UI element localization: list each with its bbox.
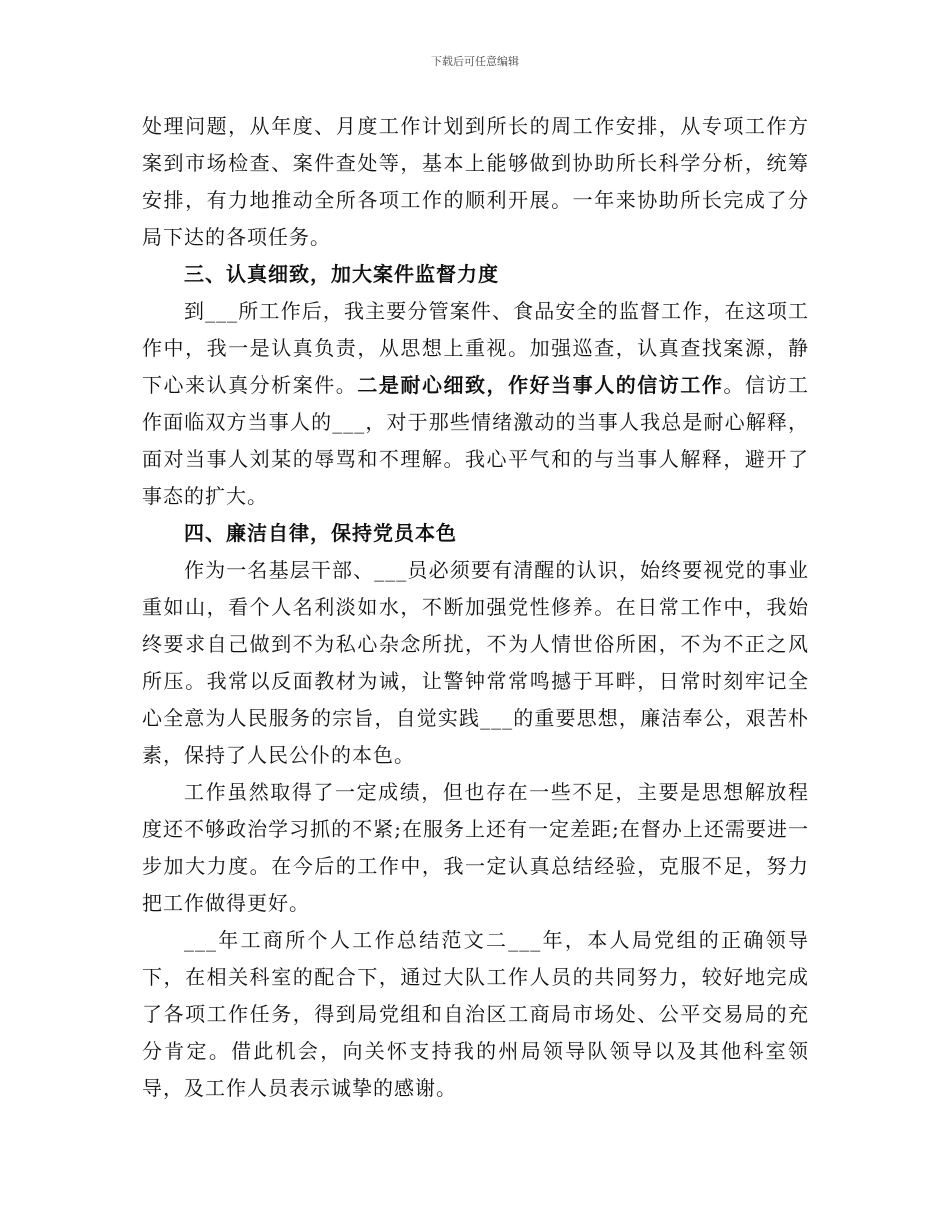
paragraph-integrity: 作为一名基层干部、___员必须要有清醒的认识，始终要视党的事业重如山，看个人名利淡如水，不断加强党性修养。在日常工作中，我始终要求自己做到不为私心杂念所扰，不为人情世俗所困，不为不正之风所压。我常以反面教材为诫，让警钟常常鸣撼于耳畔，日常时刻牢记全心全意为人民服务的宗旨，自觉实践___的重要思想，廉洁奉公，艰苦朴素，保持了人民公仆的本色。 — [142, 558, 809, 767]
page-header: 下载后可任意编辑 — [431, 55, 519, 68]
paragraph-continuation: 处理问题，从年度、月度工作计划到所长的周工作安排，从专项工作方案到市场检查、案件查处等，基本上能够做到协助所长科学分析，统筹安排，有力地推动全所各项工作的顺利开展。一年来协助所长完成了分局下达的各项任务。 — [142, 114, 809, 249]
document-body — [142, 108, 809, 1107]
section-heading-3: 三、认真细致，加大案件监督力度 — [184, 262, 499, 286]
paragraph-shortcomings: 工作虽然取得了一定成绩，但也存在一些不足，主要是思想解放程度还不够政治学习抓的不紧;在服务上还有一定差距;在督办上还需要进一步加大力度。在今后的工作中，我一定认真总结经验，克服不足，努力把工作做得更好。 — [142, 780, 809, 915]
paragraph-case-supervision — [142, 293, 809, 515]
paragraph-text: 。信访工作面临双方当事人的___，对于那些情绪激动的当事人我总是耐心解释，面对当事人刘某的辱骂和不理解。我心平气和的与当事人解释，避开了事态的扩大。 — [142, 373, 810, 508]
section-heading-4: 四、廉洁自律，保持党员本色 — [184, 521, 457, 545]
bold-emphasis: 二是耐心细致，作好当事人的信访工作 — [357, 373, 724, 397]
paragraph-text: 到___所工作后，我主要分管案件、食品安全的监督工作，在这项工作中，我一是认真负责，从思想上重视。加强巡查，认真查找案源，静下心来认真分析案件。 — [142, 299, 809, 397]
paragraph-summary-two: ___年工商所个人工作总结范文二___年，本人局党组的正确领导下，在相关科室的配合下，通过大队工作人员的共同努力，较好地完成了各项工作任务，得到局党组和自治区工商局市场处、公平交易局的充分肯定。借此机会，向关怀支持我的州局领导队领导以及其他科室领导，及工作人员表示诚挚的感谢。 — [142, 928, 809, 1100]
